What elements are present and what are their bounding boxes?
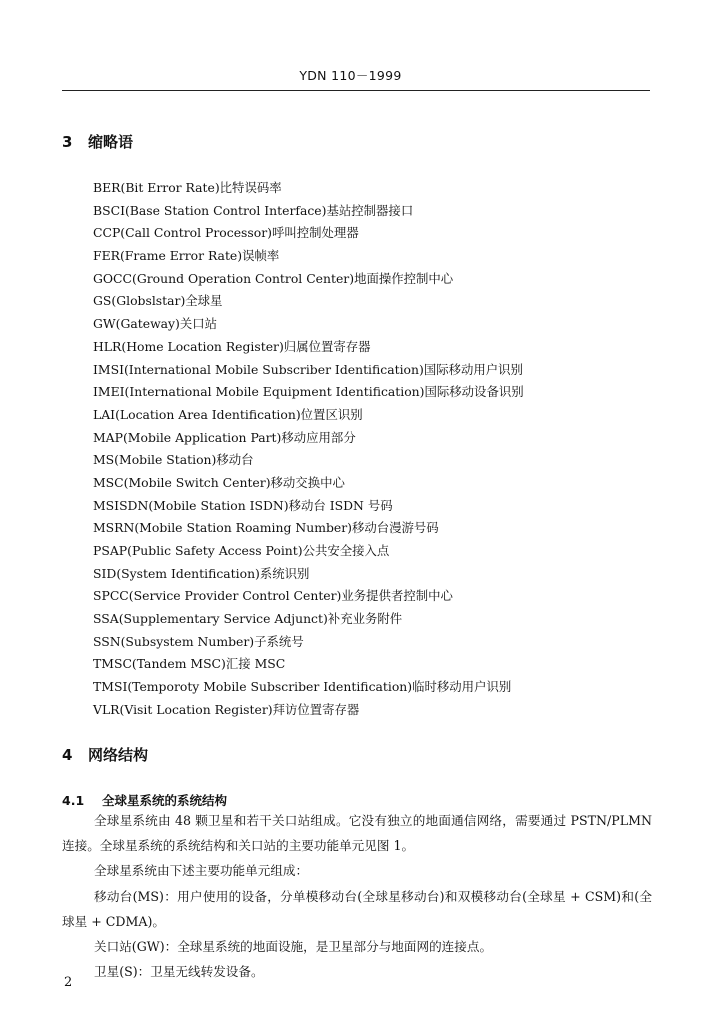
abbreviation-item: IMEI(International Mobile Equipment Identification)国际移动设备识别 bbox=[93, 384, 524, 400]
abbreviation-item: BSCI(Base Station Control Interface)基站控制器接口 bbox=[93, 202, 414, 218]
section-4-title: 网络结构 bbox=[88, 746, 149, 764]
abbreviation-item: MS(Mobile Station)移动台 bbox=[93, 452, 254, 468]
abbreviation-item: TMSC(Tandem MSC)汇接 MSC bbox=[93, 656, 286, 672]
abbreviation-item: HLR(Home Location Register)归属位置寄存器 bbox=[93, 338, 371, 354]
section-3-heading bbox=[62, 131, 133, 152]
abbreviation-item: LAI(Location Area Identification)位置区识别 bbox=[93, 406, 363, 422]
abbreviation-item: TMSI(Temporoty Mobile Subscriber Identification)临时移动用户识别 bbox=[93, 679, 512, 695]
body-paragraph: 全球星系统由 48 颗卫星和若干关口站组成。它没有独立的地面通信网络，需要通过 PSTN/PLMN 连接。全球星系统的系统结构和关口站的主要功能单元见图 1。 bbox=[62, 813, 652, 854]
abbreviation-item: SSN(Subsystem Number)子系统号 bbox=[93, 633, 304, 649]
abbreviation-item: MSRN(Mobile Station Roaming Number)移动台漫游号码 bbox=[93, 520, 439, 536]
page-number: 2 bbox=[64, 975, 73, 990]
abbreviation-item: BER(Bit Error Rate)比特误码率 bbox=[93, 180, 282, 195]
abbreviation-item: VLR(Visit Location Register)拜访位置寄存器 bbox=[93, 701, 360, 717]
section-4-1-body bbox=[62, 808, 652, 984]
abbreviation-item: CCP(Call Control Processor)呼叫控制处理器 bbox=[93, 225, 359, 241]
body-paragraph: 关口站(GW)：全球星系统的地面设施，是卫星部分与地面网的连接点。 bbox=[94, 939, 493, 955]
section-4-1-heading bbox=[62, 791, 227, 809]
running-header: YDN 110－1999 bbox=[299, 68, 402, 83]
abbreviation-item: GW(Gateway)关口站 bbox=[93, 316, 218, 332]
section-3-title: 缩略语 bbox=[88, 133, 134, 151]
header-rule bbox=[62, 90, 650, 91]
section-4-number: 4 bbox=[62, 746, 73, 764]
abbreviation-item: PSAP(Public Safety Access Point)公共安全接入点 bbox=[93, 543, 390, 558]
body-paragraph: 全球星系统由下述主要功能单元组成： bbox=[94, 863, 309, 879]
abbreviation-item: GS(Globslstar)全球星 bbox=[93, 293, 223, 309]
section-4-heading bbox=[62, 744, 148, 765]
abbreviation-item: SSA(Supplementary Service Adjunct)补充业务附件 bbox=[93, 611, 403, 627]
abbreviation-item: IMSI(International Mobile Subscriber Identification)国际移动用户识别 bbox=[93, 361, 523, 377]
body-paragraph: 移动台(MS)：用户使用的设备，分单模移动台(全球星移动台)和双模移动台(全球星 + CSM)和(全球星 + CDMA)。 bbox=[62, 888, 652, 929]
abbreviation-item: MAP(Mobile Application Part)移动应用部分 bbox=[93, 429, 356, 445]
abbreviation-item: SID(System Identification)系统识别 bbox=[93, 565, 310, 581]
abbreviation-item: FER(Frame Error Rate)误帧率 bbox=[93, 248, 280, 264]
abbreviation-item: MSISDN(Mobile Station ISDN)移动台 ISDN 号码 bbox=[93, 497, 393, 513]
body-paragraph: 卫星(S)：卫星无线转发设备。 bbox=[94, 964, 264, 980]
section-4-1-title: 全球星系统的系统结构 bbox=[102, 793, 228, 808]
section-4-1-number: 4.1 bbox=[62, 793, 85, 808]
abbreviation-list bbox=[93, 177, 524, 722]
abbreviation-item: MSC(Mobile Switch Center)移动交换中心 bbox=[93, 474, 345, 490]
abbreviation-item: SPCC(Service Provider Control Center)业务提供者控制中心 bbox=[93, 588, 453, 604]
abbreviation-item: GOCC(Ground Operation Control Center)地面操作控制中心 bbox=[93, 270, 454, 286]
section-3-number: 3 bbox=[62, 133, 73, 151]
